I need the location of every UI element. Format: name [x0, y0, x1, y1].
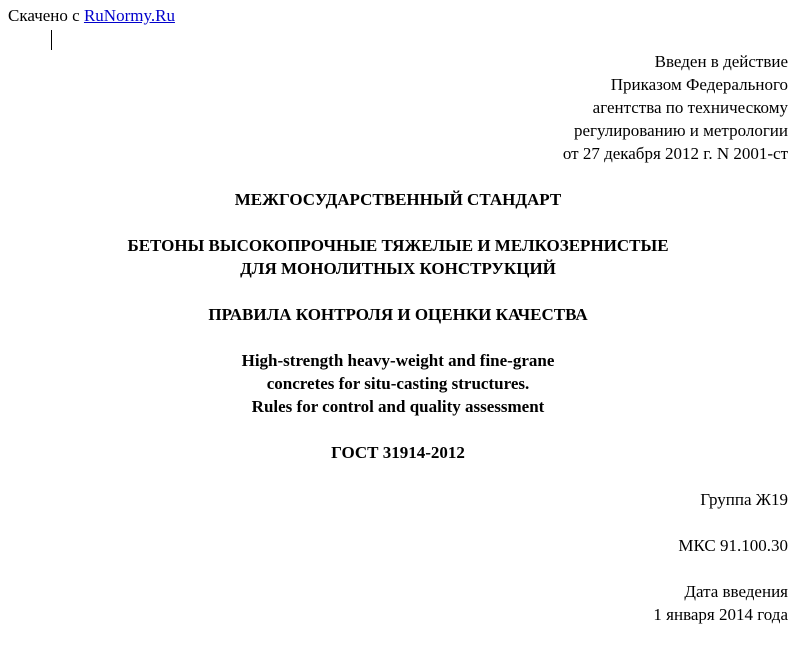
source-prefix: Скачено с: [8, 6, 80, 25]
subtitle-russian: [0, 303, 794, 326]
title-english-line: High-strength heavy-weight and fine-grane: [241, 351, 555, 370]
introduction-line: агентства по техническому: [592, 98, 788, 117]
introduction-line: Приказом Федерального: [610, 75, 788, 94]
effective-date-value: 1 января 2014 года: [653, 605, 788, 624]
subtitle-russian-text: ПРАВИЛА КОНТРОЛЯ И ОЦЕНКИ КАЧЕСТВА: [208, 305, 588, 324]
introduction-line: от 27 декабря 2012 г. N 2001-ст: [562, 144, 788, 163]
effective-date-label: Дата введения: [684, 582, 788, 601]
title-english: [0, 349, 794, 418]
title-english-line: Rules for control and quality assessment: [251, 397, 545, 416]
introduction-block: [563, 50, 788, 165]
text-cursor: [51, 30, 52, 50]
group-block: [700, 488, 788, 511]
effective-date-block: [653, 580, 788, 626]
introduction-line: Введен в действие: [654, 52, 788, 71]
introduction-line: регулированию и метрологии: [573, 121, 788, 140]
source-link[interactable]: RuNormy.Ru: [83, 6, 175, 25]
standard-code: [0, 441, 794, 464]
title-russian-line: БЕТОНЫ ВЫСОКОПРОЧНЫЕ ТЯЖЕЛЫЕ И МЕЛКОЗЕРНИСТЫЕ: [127, 236, 669, 255]
standard-type-text: МЕЖГОСУДАРСТВЕННЫЙ СТАНДАРТ: [234, 190, 562, 209]
mks-text: МКС 91.100.30: [678, 536, 788, 555]
title-russian: [0, 234, 794, 280]
standard-type: [0, 188, 794, 211]
standard-code-text: ГОСТ 31914-2012: [331, 443, 465, 462]
source-line: [8, 5, 175, 27]
title-english-line: concretes for situ-casting structures.: [266, 374, 530, 393]
mks-block: [678, 534, 788, 557]
title-russian-line: ДЛЯ МОНОЛИТНЫХ КОНСТРУКЦИЙ: [240, 259, 556, 278]
group-text: Группа Ж19: [700, 490, 788, 509]
